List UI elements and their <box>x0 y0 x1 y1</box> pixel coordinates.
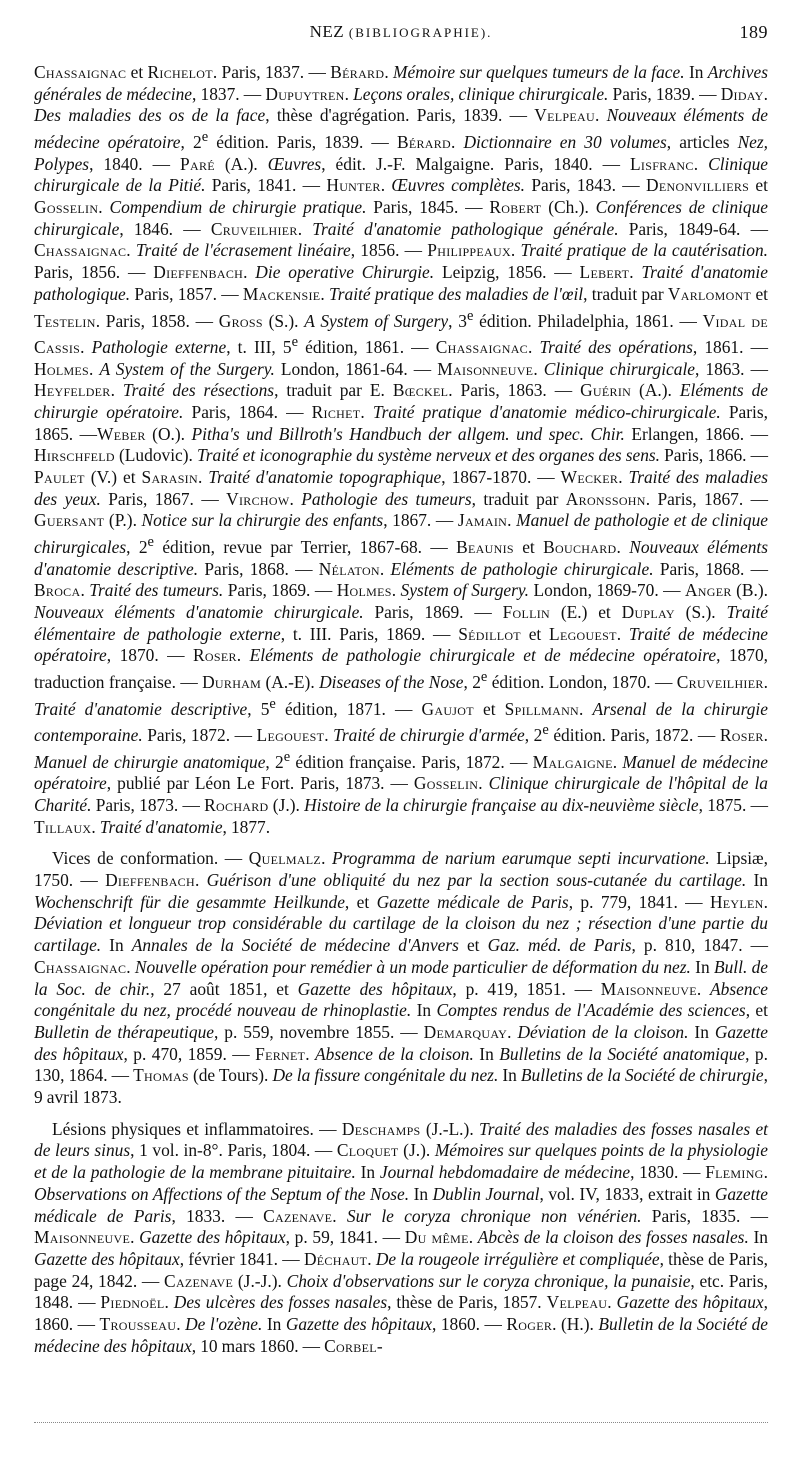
bibliography-paragraph-lesions-physiques: Lésions physiques et inflammatoires. — Deschamps (J.-L.). Traité des maladies des fosses nasales et de leurs sinus, 1 vol. in-8°. Paris, 1804. — Cloquet (J.). Mémoires sur quelques points de la physiologie et de la pathologie de la membrane pituitaire. In Journal hebdomadaire de médecine, 1830. — Fleming. Observations on Affections of the Septum of the Nose. In Dublin Journal, vol. IV, 1833, extrait in Gazette médicale de Paris, 1833. — Cazenave. Sur le coryza chronique non vénérien. Paris, 1835. — Maisonneuve. Gazette des hôpitaux, p. 59, 1841. — Du même. Abcès de la cloison des fosses nasales. In Gazette des hôpitaux, février 1841. — Déchaut. De la rougeole irrégulière et compliquée, thèse de Paris, page 24, 1842. — Cazenave (J.-J.). Choix d'observations sur le coryza chronique, la punaisie, etc. Paris, 1848. — Piednoël. Des ulcères des fosses nasales, thèse de Paris, 1857. Velpeau. Gazette des hôpitaux, 1860. — Trousseau. De l'ozène. In Gazette des hôpitaux, 1860. — Roger. (H.). Bulletin de la Société de médecine des hôpitaux, 10 mars 1860. — Corbel- <box>34 1118 769 1356</box>
running-head <box>34 22 768 42</box>
document-page <box>34 22 768 1357</box>
footer-rule <box>34 1422 768 1423</box>
page-header <box>34 22 768 50</box>
bibliography-paragraph-general: Chassaignac et Richelot. Paris, 1837. — Bérard. Mémoire sur quelques tumeurs de la face. In Archives générales de médecine, 1837. — Dupuytren. Leçons orales, clinique chirurgicale. Paris, 1839. — Diday. Des maladies des os de la face, thèse d'agrégation. Paris, 1839. — Velpeau. Nouveaux éléments de médecine opératoire, 2e édition. Paris, 1839. — Bérard. Dictionnaire en 30 volumes, articles Nez, Polypes, 1840. — Paré (A.). Œuvres, édit. J.-F. Malgaigne. Paris, 1840. — Lisfranc. Clinique chirurgicale de la Pitié. Paris, 1841. — Hunter. Œuvres complètes. Paris, 1843. — Denonvilliers et Gosselin. Compendium de chirurgie pratique. Paris, 1845. — Robert (Ch.). Conférences de clinique chirurgicale, 1846. — Cruveilhier. Traité d'anatomie pathologique générale. Paris, 1849-64. — Chassaignac. Traité de l'écrasement linéaire, 1856. — Philippeaux. Traité pratique de la cautérisation. Paris, 1856. — Dieffenbach. Die operative Chirurgie. Leipzig, 1856. — Lebert. Traité d'anatomie pathologique. Paris, 1857. — Mackensie. Traité pratique des maladies de l'œil, traduit par Varlomont et Testelin. Paris, 1858. — Gross (S.). A System of Surgery, 3e édition. Philadelphia, 1861. — Vidal de Cassis. Pathologie externe, t. III, 5e édition, 1861. — Chassaignac. Traité des opérations, 1861. — Holmes. A System of the Surgery. London, 1861-64. — Maisonneuve. Clinique chirurgicale, 1863. — Heyfelder. Traité des résections, traduit par E. Bœckel. Paris, 1863. — Guérin (A.). Eléments de chirurgie opératoire. Paris, 1864. — Richet. Traité pratique d'anatomie médico-chirurgicale. Paris, 1865. —Weber (O.). Pitha's und Billroth's Handbuch der allgem. und spec. Chir. Erlangen, 1866. —Hirschfeld (Ludovic). Traité et iconographie du système nerveux et des organes des sens. Paris, 1866. — Paulet (V.) et Sarasin. Traité d'anatomie topographique, 1867-1870. — Wecker. Traité des maladies des yeux. Paris, 1867. — Virchow. Pathologie des tumeurs, traduit par Aronssohn. Paris, 1867. — Guersant (P.). Notice sur la chirurgie des enfants, 1867. — Jamain. Manuel de pathologie et de clinique chirurgicales, 2e édition, revue par Terrier, 1867-68. — Beaunis et Bouchard. Nouveaux éléments d'anatomie descriptive. Paris, 1868. — Nélaton. Eléments de pathologie chirurgicale. Paris, 1868. — Broca. Traité des tumeurs. Paris, 1869. — Holmes. System of Surgery. London, 1869-70. — Anger (B.). Nouveaux éléments d'anatomie chirurgicale. Paris, 1869. — Follin (E.) et Duplay (S.). Traité élémentaire de pathologie externe, t. III. Paris, 1869. — Sédillot et Legouest. Traité de médecine opératoire, 1870. — Roser. Eléments de pathologie chirurgicale et de médecine opératoire, 1870, traduction française. — Durham (A.-E). Diseases of the Nose, 2e édition. London, 1870. — Cruveilhier. Traité d'anatomie descriptive, 5e édition, 1871. — Gaujot et Spillmann. Arsenal de la chirurgie contemporaine. Paris, 1872. — Legouest. Traité de chirurgie d'armée, 2e édition. Paris, 1872. — Roser. Manuel de chirurgie anatomique, 2e édition française. Paris, 1872. — Malgaigne. Manuel de médecine opératoire, publié par Léon Le Fort. Paris, 1873. — Gosselin. Clinique chirurgicale de l'hôpital de la Charité. Paris, 1873. — Rochard (J.). Histoire de la chirurgie française au dix-neuvième siècle, 1875. — Tillaux. Traité d'anatomie, 1877. <box>34 62 769 837</box>
running-head-main: NEZ <box>309 22 345 41</box>
page-number: 189 <box>739 22 768 42</box>
bibliography-paragraph-vices-de-conformation: Vices de conformation. — Quelmalz. Programma de narium earumque septi incurvatione. Lipsiæ, 1750. — Dieffenbach. Guérison d'une obliquité du nez par la section sous-cutanée du cartilage. In Wochenschrift für die gesammte Heilkunde, et Gazette médicale de Paris, p. 779, 1841. — Heylen. Déviation et longueur trop considérable du cartilage de la cloison du nez ; résection d'une partie du cartilage. In Annales de la Société de médecine d'Anvers et Gaz. méd. de Paris, p. 810, 1847. — Chassaignac. Nouvelle opération pour remédier à un mode particulier de déformation du nez. In Bull. de la Soc. de chir., 27 août 1851, et Gazette des hôpitaux, p. 419, 1851. — Maisonneuve. Absence congénitale du nez, procédé nouveau de rhinoplastie. In Comptes rendus de l'Académie des sciences, et Bulletin de thérapeutique, p. 559, novembre 1855. — Demarquay. Déviation de la cloison. In Gazette des hôpitaux, p. 470, 1859. — Fernet. Absence de la cloison. In Bulletins de la Société anatomique, p. 130, 1864. — Thomas (de Tours). De la fissure congénitale du nez. In Bulletins de la Société de chirurgie, 9 avril 1873. <box>34 848 768 1108</box>
running-head-sub: (BIBLIOGRAPHIE). <box>348 25 493 40</box>
